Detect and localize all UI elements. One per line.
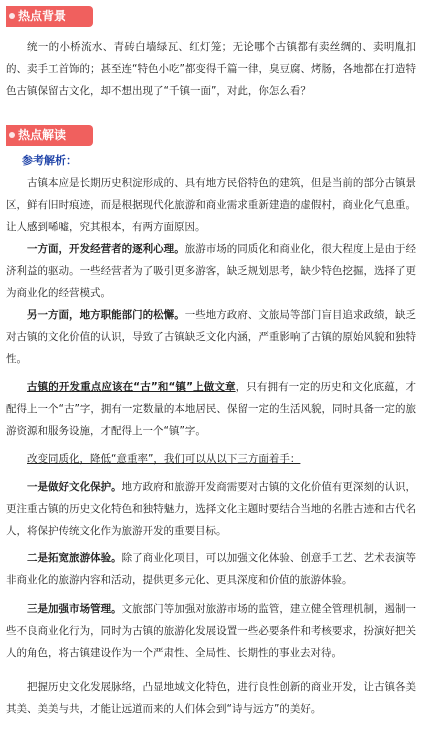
analysis-paragraph-5 (6, 448, 416, 470)
background-paragraph: 统一的小桥流水、青砖白墙绿瓦、红灯笼；无论哪个古镇都有卖丝绸的、卖明胤扣的、卖手工首饰的；甚至连“特色小吃”都变得千篇一律，臭豆腐、烤肠，各地都在打造特色古镇保留古文化，却不想出现了“千镇一面”，对此，你怎么看？ (6, 41, 416, 97)
paragraph-lead: 一方面，开发经营者的逐利心理。 (27, 243, 185, 255)
badge-label: 热点解读 (18, 128, 67, 142)
analysis-paragraph-2 (6, 238, 416, 304)
section-badge-background (6, 6, 93, 27)
analysis-paragraph-8 (6, 598, 416, 664)
paragraph-lead: 另一方面，地方职能部门的松懈。 (27, 309, 185, 321)
analysis-paragraph-1: 古镇本应是长期历史积淀形成的、具有地方民俗特色的建筑，但是当前的部分古镇景区，鲜有旧时痕迹，而是根据现代化旅游和商业需求重新建造的虚假村，商业化气息重。让人感到唏嘘，究其根本，有两方面原因。 (6, 177, 416, 233)
analysis-paragraph-4 (6, 376, 416, 442)
paragraph-lead: 古镇的开发重点应该在“古”和“镇”上做文章 (27, 381, 236, 393)
badge-dot-icon (9, 132, 15, 138)
paragraph-body: 文旅部门等加强对旅游市场的监管，建立健全管理机制，遏制一些不良商业化行为，同时为古镇的旅游化发展设置一些必要条件和考核要求，扮演好把关人的角色，将古镇建设作为一个严肃性、全局性、长期性的事业去对待。 (6, 603, 416, 659)
section-badge-analysis (6, 125, 93, 146)
analysis-paragraph-9: 把握历史文化发展脉络，凸显地域文化特色，进行良性创新的商业开发，让古镇各美其美、美美与共，才能让远道而来的人们体会到“诗与远方”的美好。 (6, 681, 416, 715)
paragraph-body: 地方政府和旅游开发商需要对古镇的文化价值有更深刻的认识，更注重古镇的历史文化特色和独特魅力，选择文化主题时要结合当地的名胜古迹和古代名人，将保护传统文化作为旅游开发的重要目标。 (6, 481, 416, 537)
analysis-paragraph-3 (6, 304, 416, 370)
analysis-paragraph-6 (6, 476, 416, 542)
paragraph-body: 改变同质化，降低“意重率”，我们可以从以下三方面着手： (27, 453, 301, 465)
analysis-paragraph-7 (6, 547, 416, 591)
paragraph-body: ，只有拥有一定的历史和文化底蕴，才配得上一个“古”字，拥有一定数量的本地居民、保留一定的生活风貌，同时具备一定的旅游资源和服务设施，才配得上一个“镇”字。 (6, 381, 417, 437)
paragraph-body: 一些地方政府、文旅局等部门盲目追求政绩，缺乏对古镇的文化价值的认识，导致了古镇缺乏文化内涵，严重影响了古镇的原始风貌和独特性。 (6, 309, 417, 365)
paragraph-body: 除了商业化项目，可以加强文化体验、创意手工艺、艺术表演等非商业化的旅游内容和活动，提供更多元化、更具深度和价值的旅游体验。 (6, 552, 416, 586)
reference-label: 参考解析： (22, 154, 77, 167)
badge-dot-icon (9, 13, 15, 19)
paragraph-lead: 二是拓宽旅游体验。 (27, 552, 122, 564)
badge-label: 热点背景 (18, 9, 67, 23)
paragraph-body: 旅游市场的同质化和商业化，很大程度上是由于经济利益的驱动。一些经营者为了吸引更多游客，缺乏规划思考，缺少特色挖掘，选择了更为商业化的经营模式。 (6, 243, 417, 299)
paragraph-lead: 三是加强市场管理。 (27, 603, 122, 615)
paragraph-lead: 一是做好文化保护。 (27, 481, 122, 493)
